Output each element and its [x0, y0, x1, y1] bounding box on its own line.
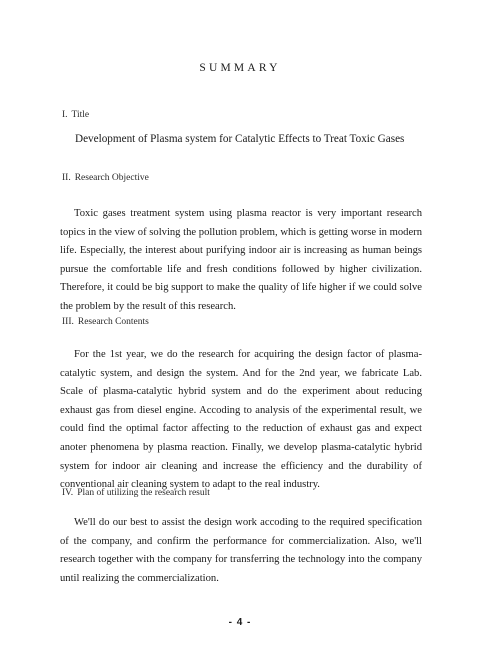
document-subtitle: Development of Plasma system for Catalytic Effects to Treat Toxic Gases [75, 133, 405, 145]
section-heading-label: Research Contents [77, 317, 149, 327]
section-heading-label: Research Objective [74, 173, 149, 183]
plan-text: We'll do our best to assist the design work accoding to the required specification of the company, and confirm the performance for commercialization. Also, we'll research together with the company for transferring the technology into the company until realizing the commercialization. [60, 517, 422, 584]
section-heading-label: Plan of utilizing the research result [77, 488, 210, 498]
section-number: III. [62, 317, 74, 327]
section-heading-title [62, 110, 89, 120]
section-heading-contents [62, 317, 149, 327]
objective-paragraph [60, 205, 422, 317]
contents-text: For the 1st year, we do the research for acquiring the design factor of plasma-catalytic system, and design the system. And for the 2nd year, we fabricate Lab. Scale of plasma-catalytic hybrid system and do the experiment about reducing exhaust gas from diesel engine. Accoding to analysis of the experimental result, we could find the optimal factor affecting to the reduction of exhaust gas and expect anoter phenomena by plasma reaction. Finally, we develop plasma-catalytic hybrid system for indoor air cleaning and increase the efficiency and the durability of conventional air cleaning system to adapt to the real industry. [60, 349, 422, 491]
section-number: IV. [62, 488, 74, 498]
section-heading-plan [62, 488, 210, 498]
section-heading-label: Title [71, 110, 90, 120]
page-number: - 4 - [228, 617, 252, 628]
section-number: I. [62, 110, 68, 120]
section-number: II. [62, 173, 71, 183]
objective-text: Toxic gases treatment system using plasma reactor is very important research topics in the view of solving the pollution problem, which is getting worse in modern life. Especially, the interest about purifying indoor air is increasing as human beings pursue the comfortable life and fresh conditions followed by higher civilization. Therefore, it could be big support to make the quality of life higher if we could solve the problem by the result of this research. [60, 208, 422, 312]
plan-paragraph [60, 514, 422, 588]
summary-title: SUMMARY [199, 62, 281, 74]
contents-paragraph [60, 346, 422, 495]
section-heading-objective [62, 173, 149, 183]
